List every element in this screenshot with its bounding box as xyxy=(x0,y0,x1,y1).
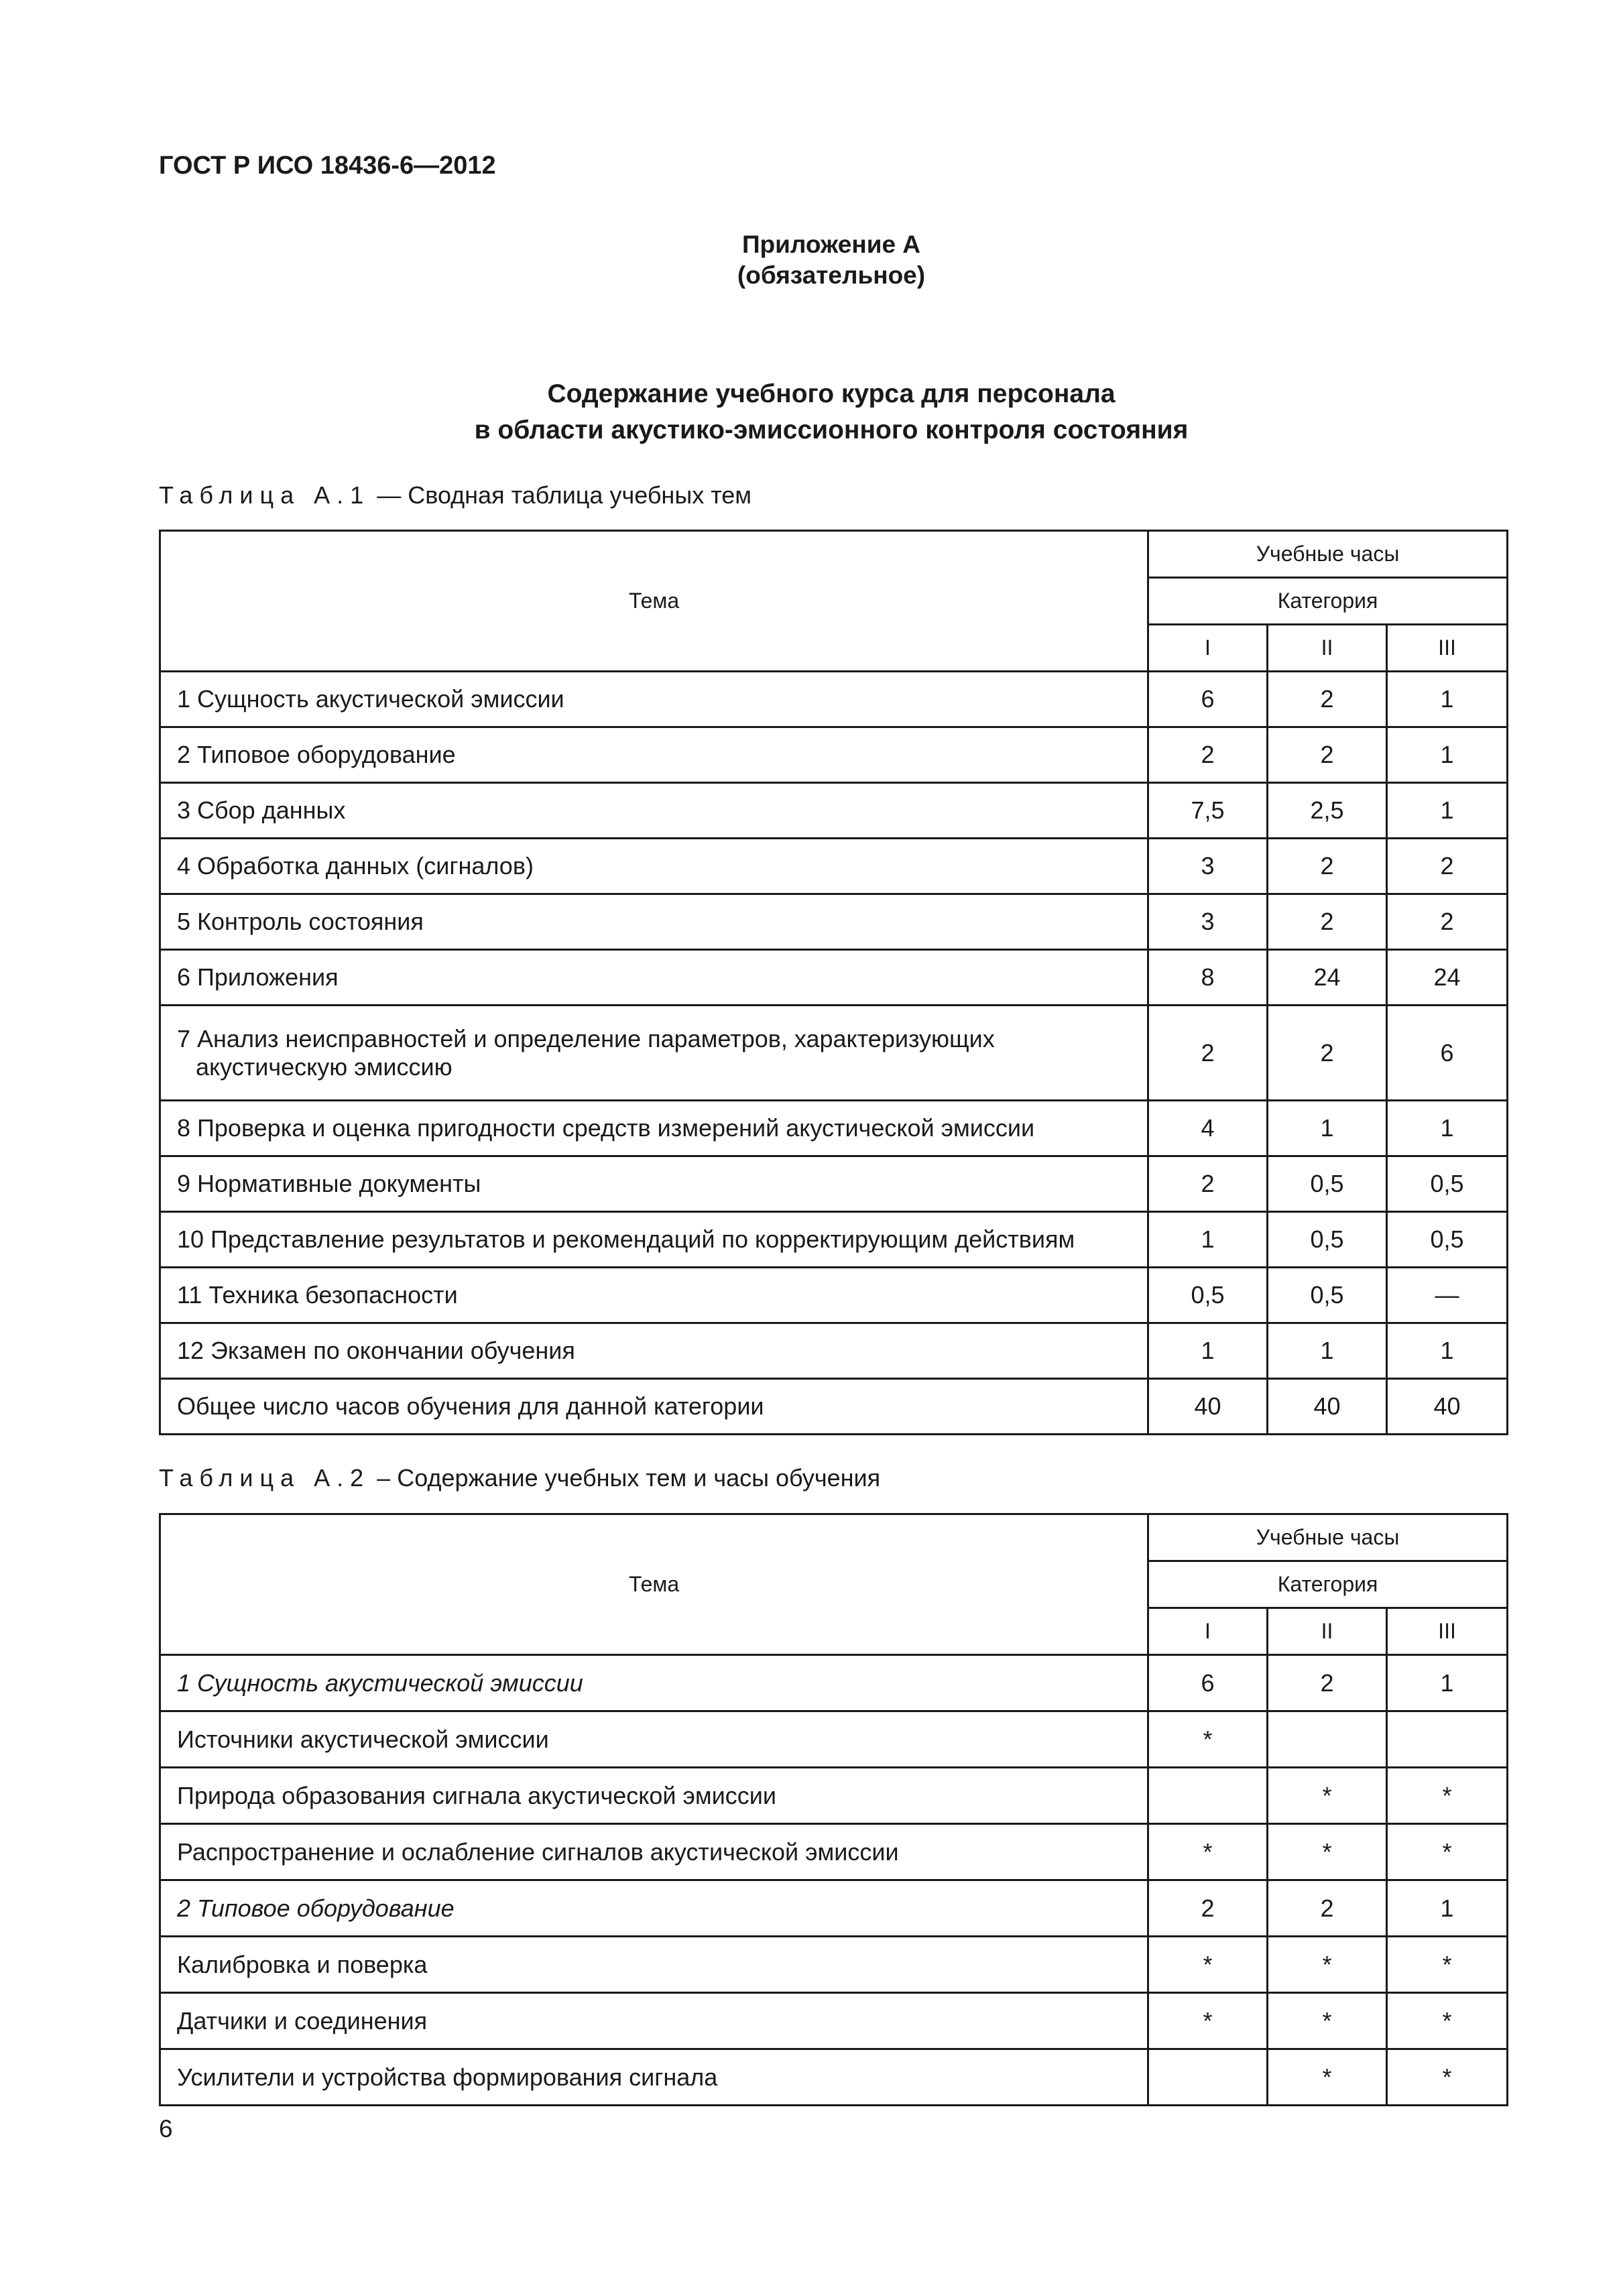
row-cat1: * xyxy=(1148,1824,1268,1880)
row-topic: 5 Контроль состояния xyxy=(160,894,1148,950)
appendix-title: Приложение А xyxy=(741,231,921,258)
table1-caption-text: — Сводная таблица учебных тем xyxy=(377,481,752,509)
row-cat3: * xyxy=(1387,1937,1508,1993)
row-cat3: 1 xyxy=(1387,1101,1508,1156)
row-topic-line1: 7 Анализ неисправностей и определение параметров, характеризующих xyxy=(177,1024,995,1052)
row-cat3 xyxy=(1387,1711,1508,1768)
appendix-subtitle: (обязательное) xyxy=(737,261,926,289)
row-cat2: 24 xyxy=(1268,950,1387,1006)
row-cat1: 6 xyxy=(1148,1655,1268,1711)
header-cat-3: III xyxy=(1387,1608,1508,1655)
row-cat1: * xyxy=(1148,1711,1268,1768)
row-cat2: 1 xyxy=(1268,1101,1387,1156)
header-category: Категория xyxy=(1148,1561,1508,1608)
table1-caption-prefix: Таблица А.1 xyxy=(159,481,371,509)
row-cat3: 1 xyxy=(1387,1323,1508,1379)
row-cat3: 24 xyxy=(1387,950,1508,1006)
table-row xyxy=(160,1937,1508,1993)
header-cat-1: I xyxy=(1148,1608,1268,1655)
row-cat2: 2 xyxy=(1268,727,1387,783)
row-cat1: 7,5 xyxy=(1148,783,1268,839)
row-cat1: * xyxy=(1148,1993,1268,2049)
row-cat1: 2 xyxy=(1148,727,1268,783)
row-cat2: * xyxy=(1268,1993,1387,2049)
document-code: ГОСТ Р ИСО 18436-6—2012 xyxy=(159,152,496,180)
row-topic: 3 Сбор данных xyxy=(160,783,1148,839)
row-cat1: * xyxy=(1148,1937,1268,1993)
header-cat-3: III xyxy=(1387,625,1508,672)
row-cat2: 2,5 xyxy=(1268,783,1387,839)
row-topic: Источники акустической эмиссии xyxy=(160,1711,1148,1768)
table1-caption xyxy=(159,481,752,509)
row-cat3: 2 xyxy=(1387,839,1508,894)
row-cat2: * xyxy=(1268,1937,1387,1993)
table-row-section xyxy=(160,1880,1508,1937)
row-cat1: 3 xyxy=(1148,894,1268,950)
row-cat3: * xyxy=(1387,1824,1508,1880)
table2-caption-text: – Содержание учебных тем и часы обучения xyxy=(377,1464,881,1492)
table-row-total xyxy=(160,1379,1508,1435)
table-topic-contents xyxy=(159,1513,1508,2106)
row-cat1: 40 xyxy=(1148,1379,1268,1435)
row-topic: 10 Представление результатов и рекомендаций по корректирующим действиям xyxy=(160,1212,1148,1268)
row-topic: 1 Сущность акустической эмиссии xyxy=(160,1655,1148,1711)
table-summary-topics xyxy=(159,530,1508,1435)
row-cat3: 2 xyxy=(1387,894,1508,950)
row-cat1 xyxy=(1148,1768,1268,1824)
row-topic: 9 Нормативные документы xyxy=(160,1156,1148,1212)
row-cat2: 2 xyxy=(1268,1880,1387,1937)
table-row xyxy=(160,1711,1508,1768)
row-topic: 12 Экзамен по окончании обучения xyxy=(160,1323,1148,1379)
row-cat1: 2 xyxy=(1148,1006,1268,1101)
row-topic: Калибровка и поверка xyxy=(160,1937,1148,1993)
header-category: Категория xyxy=(1148,578,1508,625)
row-cat1: 8 xyxy=(1148,950,1268,1006)
row-cat3: 0,5 xyxy=(1387,1212,1508,1268)
table-row-section xyxy=(160,1655,1508,1711)
row-topic: 2 Типовое оборудование xyxy=(160,1880,1148,1937)
row-cat3: * xyxy=(1387,2049,1508,2106)
row-cat2: 40 xyxy=(1268,1379,1387,1435)
header-hours: Учебные часы xyxy=(1148,531,1508,578)
page-number: 6 xyxy=(159,2115,173,2142)
row-cat3: 1 xyxy=(1387,783,1508,839)
table-row xyxy=(160,1993,1508,2049)
row-cat1 xyxy=(1148,2049,1268,2106)
row-cat3: 1 xyxy=(1387,1880,1508,1937)
table-row xyxy=(160,1768,1508,1824)
header-hours: Учебные часы xyxy=(1148,1514,1508,1561)
row-cat3: * xyxy=(1387,1768,1508,1824)
row-cat3: 1 xyxy=(1387,727,1508,783)
table-row xyxy=(160,2049,1508,2106)
row-cat2: 2 xyxy=(1268,672,1387,727)
row-topic: 8 Проверка и оценка пригодности средств измерений акустической эмиссии xyxy=(160,1101,1148,1156)
table-row xyxy=(160,1101,1508,1156)
row-topic: 2 Типовое оборудование xyxy=(160,727,1148,783)
row-cat2: 0,5 xyxy=(1268,1156,1387,1212)
row-cat2: 2 xyxy=(1268,1006,1387,1101)
header-topic: Тема xyxy=(160,531,1148,672)
row-cat1: 1 xyxy=(1148,1212,1268,1268)
row-cat1: 1 xyxy=(1148,1323,1268,1379)
row-topic xyxy=(160,1006,1148,1101)
table-row xyxy=(160,1212,1508,1268)
row-topic: 1 Сущность акустической эмиссии xyxy=(160,672,1148,727)
table-row xyxy=(160,894,1508,950)
row-cat3: — xyxy=(1387,1268,1508,1323)
table-row xyxy=(160,783,1508,839)
row-cat1: 4 xyxy=(1148,1101,1268,1156)
table-row xyxy=(160,839,1508,894)
row-cat2: 2 xyxy=(1268,894,1387,950)
row-topic-line2: акустическую эмиссию xyxy=(196,1052,453,1081)
table2-caption-prefix: Таблица А.2 xyxy=(159,1464,371,1492)
row-topic: 6 Приложения xyxy=(160,950,1148,1006)
table-row xyxy=(160,1156,1508,1212)
row-topic: 4 Обработка данных (сигналов) xyxy=(160,839,1148,894)
table-row xyxy=(160,1006,1508,1101)
row-cat3: 0,5 xyxy=(1387,1156,1508,1212)
header-cat-2: II xyxy=(1268,625,1387,672)
row-cat1: 2 xyxy=(1148,1156,1268,1212)
row-cat3: 1 xyxy=(1387,672,1508,727)
table-row xyxy=(160,672,1508,727)
section-title-line1: Содержание учебного курса для персонала xyxy=(547,379,1116,408)
row-topic: 11 Техника безопасности xyxy=(160,1268,1148,1323)
row-cat3: 6 xyxy=(1387,1006,1508,1101)
row-topic: Природа образования сигнала акустической эмиссии xyxy=(160,1768,1148,1824)
section-title-line2: в области акустико-эмиссионного контроля состояния xyxy=(474,416,1189,444)
row-cat1: 3 xyxy=(1148,839,1268,894)
row-cat3: 40 xyxy=(1387,1379,1508,1435)
row-topic: Датчики и соединения xyxy=(160,1993,1148,2049)
row-cat2: 1 xyxy=(1268,1323,1387,1379)
table-row xyxy=(160,950,1508,1006)
row-cat2: 0,5 xyxy=(1268,1212,1387,1268)
table-row xyxy=(160,1268,1508,1323)
row-cat1: 2 xyxy=(1148,1880,1268,1937)
table-row xyxy=(160,727,1508,783)
row-topic: Усилители и устройства формирования сигнала xyxy=(160,2049,1148,2106)
header-topic: Тема xyxy=(160,1514,1148,1655)
row-cat3: 1 xyxy=(1387,1655,1508,1711)
row-cat1: 6 xyxy=(1148,672,1268,727)
row-cat2: 2 xyxy=(1268,1655,1387,1711)
row-cat2: 2 xyxy=(1268,839,1387,894)
row-cat2: * xyxy=(1268,1768,1387,1824)
row-cat2 xyxy=(1268,1711,1387,1768)
header-cat-1: I xyxy=(1148,625,1268,672)
row-topic: Распространение и ослабление сигналов акустической эмиссии xyxy=(160,1824,1148,1880)
row-cat2: * xyxy=(1268,2049,1387,2106)
table-row xyxy=(160,1323,1508,1379)
row-cat2: * xyxy=(1268,1824,1387,1880)
header-cat-2: II xyxy=(1268,1608,1387,1655)
table-row xyxy=(160,1824,1508,1880)
row-cat3: * xyxy=(1387,1993,1508,2049)
row-cat2: 0,5 xyxy=(1268,1268,1387,1323)
row-topic: Общее число часов обучения для данной категории xyxy=(160,1379,1148,1435)
row-cat1: 0,5 xyxy=(1148,1268,1268,1323)
table2-caption xyxy=(159,1464,880,1492)
